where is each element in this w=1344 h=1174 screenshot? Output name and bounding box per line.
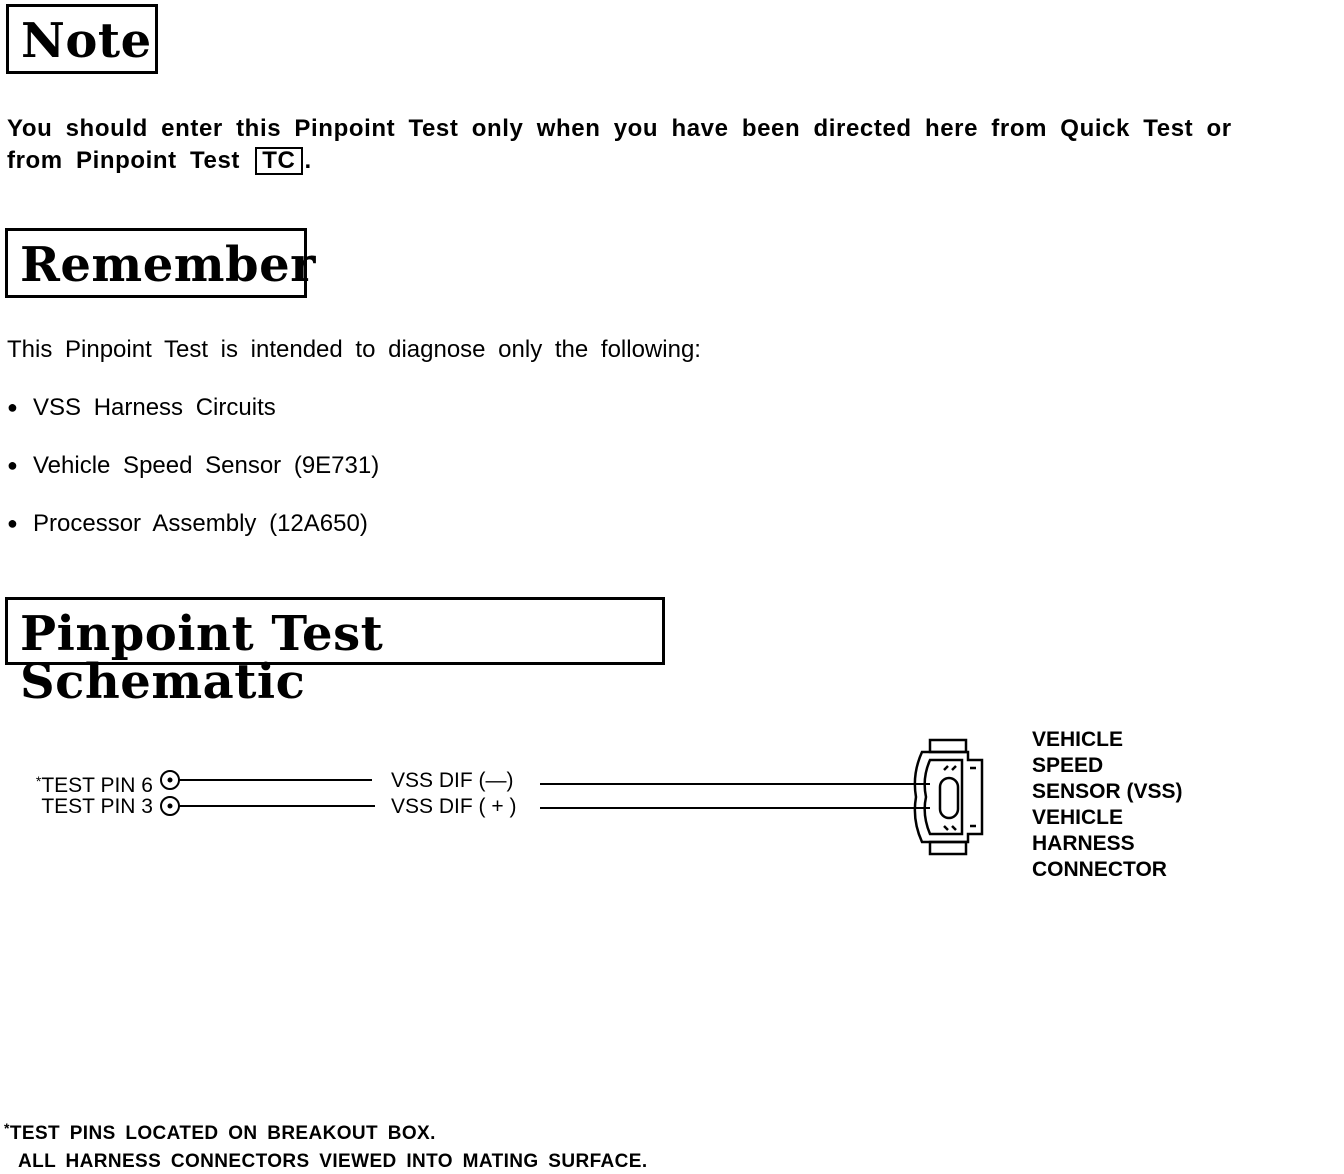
connector-label-line: VEHICLE: [1032, 728, 1124, 751]
vss-connector-icon: [915, 740, 982, 854]
list-item-label: Processor Assembly (12A650): [33, 510, 368, 537]
test-pin-3-label: TEST PIN 3: [41, 795, 153, 818]
footnote-harness-connectors: ALL HARNESS CONNECTORS VIEWED INTO MATING SURFACE.: [18, 1151, 648, 1172]
remember-heading: Remember: [5, 228, 307, 298]
connector-label-line: CONNECTOR: [1032, 858, 1167, 881]
connector-label-line: SENSOR (VSS): [1032, 780, 1183, 803]
test-pin-3-icon: [161, 797, 179, 815]
bullet-icon: ●: [7, 513, 18, 533]
tc-reference-box: TC: [255, 147, 302, 175]
bullet-icon: ●: [7, 455, 18, 475]
footnote-asterisk: *: [4, 1120, 10, 1136]
test-pin-6-icon: [161, 771, 179, 789]
bullet-icon: ●: [7, 397, 18, 417]
note-heading: Note: [6, 4, 158, 74]
list-item-label: Vehicle Speed Sensor (9E731): [33, 452, 380, 479]
test-pin-6-text: TEST PIN 6: [41, 774, 153, 797]
test-pin-6-asterisk: *: [35, 773, 42, 789]
list-item: [7, 452, 379, 480]
vss-dif-minus-label: VSS DIF (—): [391, 769, 514, 792]
vss-connector-label: [1032, 727, 1183, 883]
list-item: [7, 394, 276, 422]
note-text-period: .: [304, 147, 312, 174]
list-item-label: VSS Harness Circuits: [33, 394, 276, 421]
list-item: [7, 510, 368, 538]
vss-dif-plus-label: VSS DIF ( + ): [391, 795, 517, 818]
note-text: [7, 113, 1257, 177]
connector-label-line: HARNESS: [1032, 832, 1135, 855]
footnote-test-pins: [4, 1120, 436, 1145]
remember-intro: This Pinpoint Test is intended to diagnose only the following:: [7, 336, 701, 363]
note-text-body: You should enter this Pinpoint Test only when you have been directed here from Quick Test or from Pinpoint Test: [7, 115, 1232, 174]
footnote-line-1: TEST PINS LOCATED ON BREAKOUT BOX.: [9, 1123, 436, 1144]
connector-label-line: VEHICLE: [1032, 806, 1124, 829]
schematic-heading: Pinpoint Test Schematic: [5, 597, 665, 665]
connector-label-line: SPEED: [1032, 754, 1104, 777]
